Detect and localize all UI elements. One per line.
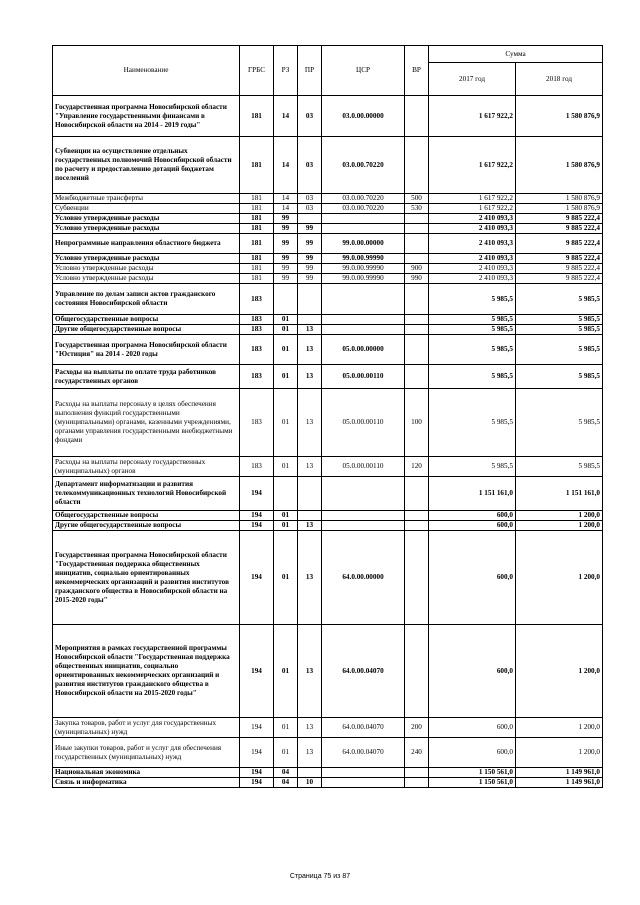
cell-grbs: 181 — [240, 234, 274, 254]
cell-rz: 01 — [274, 457, 298, 477]
table-row — [53, 365, 603, 389]
cell-csr: 99.0.00.99990 — [322, 254, 405, 264]
cell-name: Субвенции на осуществление отдельных государственных полномочий Новосибирской области по расчету и предоставлению дотаций бюджетам поселений — [53, 137, 240, 194]
cell-vr: 120 — [405, 457, 429, 477]
cell-rz: 99 — [274, 214, 298, 224]
cell-sum-2017: 2 410 093,3 — [429, 254, 516, 264]
cell-pr: 03 — [298, 204, 322, 214]
cell-rz — [274, 284, 298, 315]
table-row — [53, 625, 603, 718]
cell-grbs: 194 — [240, 511, 274, 521]
cell-name: Непрограммные направления областного бюджета — [53, 234, 240, 254]
cell-pr — [298, 477, 322, 511]
cell-vr: 900 — [405, 264, 429, 274]
cell-pr: 13 — [298, 335, 322, 365]
cell-sum-2018: 5 985,5 — [516, 389, 603, 457]
cell-grbs: 181 — [240, 264, 274, 274]
cell-pr — [298, 768, 322, 778]
table-row — [53, 335, 603, 365]
cell-grbs: 183 — [240, 315, 274, 325]
cell-sum-2018: 1 149 961,0 — [516, 778, 603, 788]
cell-sum-2017: 600,0 — [429, 718, 516, 738]
cell-pr: 03 — [298, 137, 322, 194]
table-row — [53, 477, 603, 511]
cell-vr: 240 — [405, 738, 429, 768]
cell-rz: 04 — [274, 768, 298, 778]
table-row — [53, 389, 603, 457]
cell-rz: 14 — [274, 137, 298, 194]
cell-pr: 13 — [298, 531, 322, 625]
page-footer: Страница 75 из 87 — [289, 873, 351, 880]
table-row — [53, 511, 603, 521]
header-year-2017: 2017 год — [429, 63, 516, 96]
cell-name: Закупка товаров, работ и услуг для государственных (муниципальных) нужд — [53, 718, 240, 738]
cell-sum-2018: 5 985,5 — [516, 365, 603, 389]
cell-pr: 10 — [298, 778, 322, 788]
cell-csr: 99.0.00.00000 — [322, 234, 405, 254]
table-row — [53, 137, 603, 194]
cell-vr — [405, 625, 429, 718]
cell-grbs: 181 — [240, 137, 274, 194]
cell-sum-2017: 2 410 093,3 — [429, 234, 516, 254]
cell-sum-2018: 5 985,5 — [516, 335, 603, 365]
cell-vr — [405, 224, 429, 234]
cell-sum-2017: 1 150 561,0 — [429, 768, 516, 778]
table-row — [53, 204, 603, 214]
cell-sum-2017: 5 985,5 — [429, 457, 516, 477]
table-row — [53, 234, 603, 254]
cell-csr — [322, 315, 405, 325]
header-name: Наименование — [53, 46, 240, 96]
cell-sum-2018: 1 200,0 — [516, 511, 603, 521]
cell-vr — [405, 477, 429, 511]
cell-sum-2017: 5 985,5 — [429, 389, 516, 457]
cell-name: Другие общегосударственные вопросы — [53, 325, 240, 335]
cell-name: Общегосударственные вопросы — [53, 511, 240, 521]
cell-grbs: 183 — [240, 335, 274, 365]
cell-csr: 03.0.00.70220 — [322, 194, 405, 204]
cell-sum-2017: 1 617 922,2 — [429, 194, 516, 204]
cell-name: Национальная экономика — [53, 768, 240, 778]
cell-sum-2018: 1 151 161,0 — [516, 477, 603, 511]
cell-csr: 64.0.00.04070 — [322, 718, 405, 738]
cell-pr: 13 — [298, 365, 322, 389]
cell-sum-2017: 2 410 093,3 — [429, 224, 516, 234]
cell-pr: 13 — [298, 521, 322, 531]
cell-name: Условно утвержденные расходы — [53, 224, 240, 234]
table-row — [53, 768, 603, 778]
cell-name: Мероприятия в рамках государственной программы Новосибирской области "Государственная поддержка общественных инициатив, социально ориентированных некоммерческих организаций и развития институтов гражданского общества в Новосибирской области на 2015-2020 годы" — [53, 625, 240, 718]
cell-rz — [274, 477, 298, 511]
cell-csr: 64.0.00.00000 — [322, 531, 405, 625]
cell-csr: 64.0.00.04070 — [322, 625, 405, 718]
cell-sum-2018: 1 200,0 — [516, 738, 603, 768]
cell-sum-2017: 2 410 093,3 — [429, 264, 516, 274]
cell-sum-2017: 1 150 561,0 — [429, 778, 516, 788]
cell-sum-2018: 1 149 961,0 — [516, 768, 603, 778]
cell-vr — [405, 137, 429, 194]
table-row — [53, 284, 603, 315]
cell-rz: 99 — [274, 264, 298, 274]
cell-sum-2017: 600,0 — [429, 511, 516, 521]
cell-vr — [405, 315, 429, 325]
cell-csr — [322, 224, 405, 234]
cell-vr — [405, 96, 429, 137]
cell-sum-2017: 1 617 922,2 — [429, 204, 516, 214]
cell-grbs: 181 — [240, 96, 274, 137]
cell-grbs: 181 — [240, 254, 274, 264]
table-row — [53, 264, 603, 274]
cell-grbs: 183 — [240, 389, 274, 457]
cell-sum-2017: 1 151 161,0 — [429, 477, 516, 511]
cell-csr: 05.0.00.00110 — [322, 457, 405, 477]
cell-vr — [405, 768, 429, 778]
cell-pr — [298, 214, 322, 224]
cell-name: Другие общегосударственные вопросы — [53, 521, 240, 531]
table-row — [53, 254, 603, 264]
cell-rz: 14 — [274, 194, 298, 204]
cell-rz: 99 — [274, 274, 298, 284]
cell-sum-2018: 5 985,5 — [516, 325, 603, 335]
cell-sum-2018: 1 580 876,9 — [516, 194, 603, 204]
cell-rz: 04 — [274, 778, 298, 788]
cell-grbs: 181 — [240, 274, 274, 284]
cell-vr — [405, 778, 429, 788]
table-row — [53, 718, 603, 738]
table-row — [53, 224, 603, 234]
cell-sum-2017: 5 985,5 — [429, 325, 516, 335]
cell-grbs: 183 — [240, 325, 274, 335]
cell-vr — [405, 335, 429, 365]
cell-csr: 05.0.00.00110 — [322, 389, 405, 457]
cell-name: Общегосударственные вопросы — [53, 315, 240, 325]
cell-rz: 99 — [274, 254, 298, 264]
cell-grbs: 194 — [240, 521, 274, 531]
cell-pr: 03 — [298, 194, 322, 204]
cell-name: Расходы на выплаты по оплате труда работников государственных органов — [53, 365, 240, 389]
cell-sum-2018: 1 580 876,9 — [516, 137, 603, 194]
cell-rz: 01 — [274, 531, 298, 625]
cell-pr: 99 — [298, 254, 322, 264]
cell-grbs: 181 — [240, 214, 274, 224]
cell-rz: 01 — [274, 335, 298, 365]
cell-vr: 200 — [405, 718, 429, 738]
cell-pr: 99 — [298, 264, 322, 274]
cell-name: Расходы на выплаты персоналу в целях обеспечения выполнения функций государственными (муниципальными) органами, казенными учреждениями, органами управления государственными внебюджетными фондами — [53, 389, 240, 457]
cell-sum-2018: 5 985,5 — [516, 457, 603, 477]
cell-pr — [298, 315, 322, 325]
cell-name: Межбюджетные трансферты — [53, 194, 240, 204]
table-row — [53, 194, 603, 204]
cell-vr: 530 — [405, 204, 429, 214]
cell-sum-2017: 600,0 — [429, 625, 516, 718]
table-row — [53, 738, 603, 768]
table-row — [53, 315, 603, 325]
cell-grbs: 183 — [240, 365, 274, 389]
cell-sum-2017: 5 985,5 — [429, 365, 516, 389]
cell-csr: 64.0.00.04070 — [322, 738, 405, 768]
cell-sum-2017: 1 617 922,2 — [429, 137, 516, 194]
header-vr: ВР — [405, 46, 429, 96]
header-pr: ПР — [298, 46, 322, 96]
cell-csr: 03.0.00.70220 — [322, 204, 405, 214]
cell-csr — [322, 284, 405, 315]
table-row — [53, 457, 603, 477]
cell-grbs: 194 — [240, 778, 274, 788]
cell-pr: 13 — [298, 325, 322, 335]
cell-rz: 01 — [274, 315, 298, 325]
cell-name: Условно утвержденные расходы — [53, 274, 240, 284]
cell-sum-2018: 1 200,0 — [516, 521, 603, 531]
cell-vr — [405, 214, 429, 224]
cell-rz: 01 — [274, 521, 298, 531]
cell-pr: 99 — [298, 234, 322, 254]
cell-rz: 01 — [274, 718, 298, 738]
cell-rz: 99 — [274, 234, 298, 254]
cell-grbs: 183 — [240, 457, 274, 477]
budget-table — [52, 45, 603, 788]
cell-sum-2018: 9 885 222,4 — [516, 274, 603, 284]
table-body — [53, 96, 603, 788]
cell-vr — [405, 284, 429, 315]
cell-sum-2018: 1 200,0 — [516, 625, 603, 718]
cell-rz: 99 — [274, 224, 298, 234]
header-rz: РЗ — [274, 46, 298, 96]
cell-pr: 13 — [298, 457, 322, 477]
cell-vr — [405, 521, 429, 531]
cell-grbs: 181 — [240, 224, 274, 234]
cell-rz: 01 — [274, 389, 298, 457]
cell-pr: 99 — [298, 224, 322, 234]
cell-sum-2018: 1 200,0 — [516, 531, 603, 625]
cell-csr — [322, 768, 405, 778]
cell-grbs: 181 — [240, 194, 274, 204]
cell-sum-2017: 600,0 — [429, 738, 516, 768]
cell-grbs: 194 — [240, 477, 274, 511]
cell-pr: 13 — [298, 625, 322, 718]
table-row — [53, 531, 603, 625]
cell-sum-2017: 600,0 — [429, 531, 516, 625]
cell-sum-2017: 5 985,5 — [429, 284, 516, 315]
cell-rz: 01 — [274, 325, 298, 335]
cell-grbs: 194 — [240, 718, 274, 738]
cell-csr: 05.0.00.00000 — [322, 335, 405, 365]
cell-name: Расходы на выплаты персоналу государственных (муниципальных) органов — [53, 457, 240, 477]
cell-sum-2018: 9 885 222,4 — [516, 214, 603, 224]
cell-pr: 99 — [298, 274, 322, 284]
cell-name: Государственная программа Новосибирской области "Управление государственными финансами в Новосибирской области на 2014 - 2019 годы" — [53, 96, 240, 137]
cell-grbs: 194 — [240, 625, 274, 718]
cell-vr — [405, 234, 429, 254]
cell-csr — [322, 325, 405, 335]
cell-grbs: 194 — [240, 531, 274, 625]
cell-vr — [405, 254, 429, 264]
cell-sum-2017: 600,0 — [429, 521, 516, 531]
table-row — [53, 96, 603, 137]
cell-vr — [405, 365, 429, 389]
table-row — [53, 521, 603, 531]
cell-vr: 500 — [405, 194, 429, 204]
cell-pr: 03 — [298, 96, 322, 137]
table-row — [53, 214, 603, 224]
cell-name: Управление по делам записи актов гражданского состояния Новосибирской области — [53, 284, 240, 315]
cell-name: Условно утвержденные расходы — [53, 264, 240, 274]
cell-pr: 13 — [298, 389, 322, 457]
cell-rz: 01 — [274, 738, 298, 768]
cell-name: Субвенции — [53, 204, 240, 214]
cell-csr: 05.0.00.00110 — [322, 365, 405, 389]
cell-sum-2018: 5 985,5 — [516, 315, 603, 325]
cell-name: Иные закупки товаров, работ и услуг для обеспечения государственных (муниципальных) нужд — [53, 738, 240, 768]
cell-sum-2017: 2 410 093,3 — [429, 274, 516, 284]
cell-csr — [322, 214, 405, 224]
cell-pr: 13 — [298, 718, 322, 738]
cell-vr — [405, 325, 429, 335]
cell-csr — [322, 477, 405, 511]
cell-sum-2018: 9 885 222,4 — [516, 264, 603, 274]
cell-sum-2017: 5 985,5 — [429, 315, 516, 325]
cell-vr: 100 — [405, 389, 429, 457]
cell-sum-2018: 1 580 876,9 — [516, 96, 603, 137]
cell-name: Департамент информатизации и развития телекоммуникационных технологий Новосибирской области — [53, 477, 240, 511]
cell-name: Государственная программа Новосибирской области "Государственная поддержка общественных инициатив, социально ориентированных некоммерческих организаций и развития институтов гражданского общества в Новосибирской области на 2015-2020 годы" — [53, 531, 240, 625]
cell-rz: 01 — [274, 365, 298, 389]
cell-pr: 13 — [298, 738, 322, 768]
header-sum: Сумма — [429, 46, 603, 63]
cell-csr: 03.0.00.00000 — [322, 96, 405, 137]
cell-name: Условно утвержденные расходы — [53, 214, 240, 224]
cell-grbs: 194 — [240, 738, 274, 768]
cell-name: Государственная программа Новосибирской области "Юстиция" на 2014 - 2020 годы — [53, 335, 240, 365]
cell-grbs: 194 — [240, 768, 274, 778]
cell-vr — [405, 531, 429, 625]
cell-sum-2018: 9 885 222,4 — [516, 254, 603, 264]
cell-name: Условно утвержденные расходы — [53, 254, 240, 264]
cell-csr — [322, 778, 405, 788]
cell-csr: 03.0.00.70220 — [322, 137, 405, 194]
table-row — [53, 325, 603, 335]
table-row — [53, 778, 603, 788]
cell-rz: 01 — [274, 511, 298, 521]
cell-sum-2018: 9 885 222,4 — [516, 224, 603, 234]
header-grbs: ГРБС — [240, 46, 274, 96]
header-year-2018: 2018 год — [516, 63, 603, 96]
cell-grbs: 183 — [240, 284, 274, 315]
cell-rz: 01 — [274, 625, 298, 718]
cell-sum-2018: 1 580 876,9 — [516, 204, 603, 214]
cell-sum-2017: 2 410 093,3 — [429, 214, 516, 224]
cell-rz: 14 — [274, 204, 298, 214]
cell-sum-2018: 9 885 222,4 — [516, 234, 603, 254]
cell-vr — [405, 511, 429, 521]
cell-sum-2018: 5 985,5 — [516, 284, 603, 315]
cell-sum-2017: 5 985,5 — [429, 335, 516, 365]
cell-grbs: 181 — [240, 204, 274, 214]
cell-pr — [298, 284, 322, 315]
cell-csr: 99.0.00.99990 — [322, 264, 405, 274]
cell-csr — [322, 521, 405, 531]
cell-pr — [298, 511, 322, 521]
cell-csr — [322, 511, 405, 521]
cell-rz: 14 — [274, 96, 298, 137]
table-row — [53, 274, 603, 284]
cell-vr: 990 — [405, 274, 429, 284]
cell-sum-2018: 1 200,0 — [516, 718, 603, 738]
header-csr: ЦСР — [322, 46, 405, 96]
cell-sum-2017: 1 617 922,2 — [429, 96, 516, 137]
cell-csr: 99.0.00.99990 — [322, 274, 405, 284]
cell-name: Связь и информатика — [53, 778, 240, 788]
